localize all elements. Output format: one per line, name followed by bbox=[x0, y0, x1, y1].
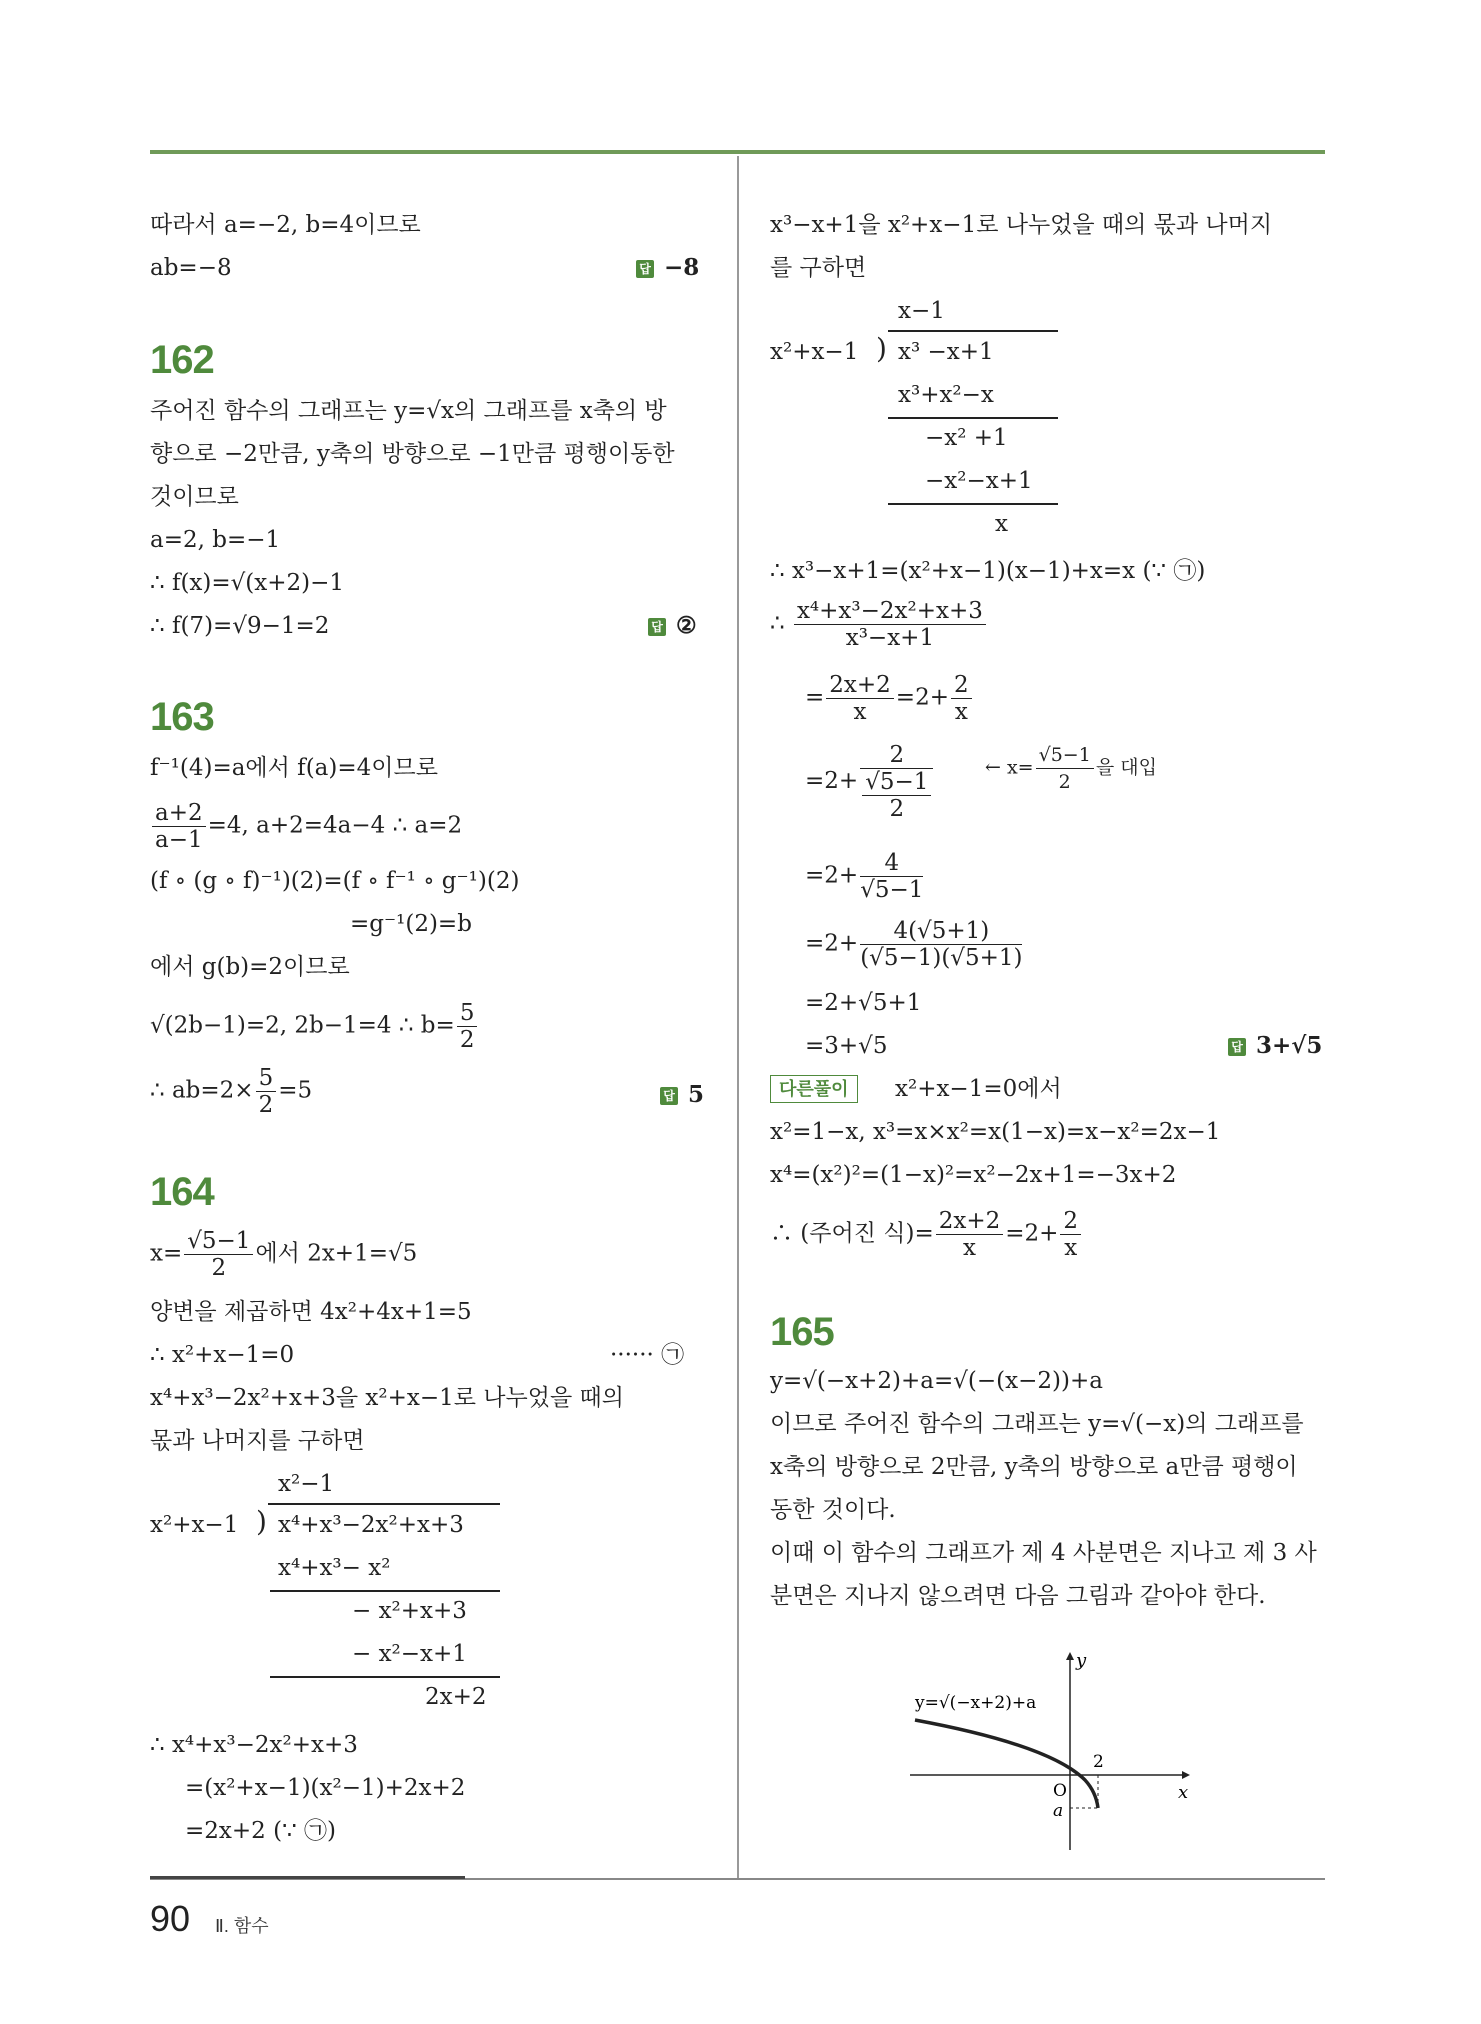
division-remainder: 2x+2 bbox=[425, 1684, 487, 1710]
text-line: 양변을 제곱하면 4x²+4x+1=5 bbox=[150, 1299, 472, 1325]
division-remainder: x bbox=[995, 511, 1008, 537]
division-divisor: x²+x−1 bbox=[150, 1512, 239, 1538]
answer-161: 답 −8 bbox=[636, 253, 699, 283]
fraction-line: =2+ $\frac{2}{\frac{√5-1}{2}}$ bbox=[805, 742, 935, 822]
x-axis-arrow-icon bbox=[1182, 1771, 1190, 1779]
text-line: x²+x−1=0에서 bbox=[895, 1076, 1062, 1102]
text-line: ······ ㉠ bbox=[610, 1342, 685, 1368]
fraction-line: = $\frac{2x+2}{x}$ =2+ $\frac{2}{x}$ bbox=[805, 672, 974, 725]
division-step: −x²−x+1 bbox=[925, 468, 1033, 494]
division-bracket: ) bbox=[876, 332, 887, 365]
answer-badge-icon: 답 bbox=[648, 618, 666, 636]
text-line: 따라서 a=−2, b=4이므로 bbox=[150, 212, 421, 238]
curve-label: y=√(−x+2)+a bbox=[915, 1693, 1037, 1713]
text-line: 이때 이 함수의 그래프가 제 4 사분면은 지나고 제 3 사 bbox=[770, 1540, 1317, 1566]
division-step: − x²+x+3 bbox=[352, 1598, 467, 1624]
origin-label: O bbox=[1053, 1781, 1067, 1801]
text-line: ∴ f(x)=√(x+2)−1 bbox=[150, 570, 345, 596]
division-dividend: x³ −x+1 bbox=[898, 339, 994, 365]
text-line: 에서 g(b)=2이므로 bbox=[150, 954, 350, 980]
fraction: $\frac{5}{2}$ bbox=[256, 1065, 277, 1118]
division-rule bbox=[888, 503, 1058, 505]
text-line: y=√(−x+2)+a=√(−(x−2))+a bbox=[770, 1368, 1103, 1394]
answer-badge-icon: 답 bbox=[1228, 1038, 1246, 1056]
fraction: $\frac{√5-1}{2}$ bbox=[1036, 742, 1094, 795]
text-line: x축의 방향으로 2만큼, y축의 방향으로 a만큼 평행이 bbox=[770, 1454, 1298, 1480]
column-divider bbox=[737, 156, 739, 1878]
substitution-note: ← x= $\frac{√5-1}{2}$ 을 대입 bbox=[985, 744, 1157, 793]
y-label: y bbox=[1076, 1650, 1087, 1671]
fraction-line: √(2b−1)=2, 2b−1=4 ∴ b= $\frac{5}{2}$ bbox=[150, 1000, 479, 1053]
fraction: $\frac{5}{2}$ bbox=[457, 1000, 478, 1053]
fraction: $\frac{2x+2}{x}$ bbox=[936, 1208, 1004, 1261]
alt-solution-tag: 다른풀이 bbox=[770, 1075, 858, 1103]
text-line: 주어진 함수의 그래프는 y=√x의 그래프를 x축의 방 bbox=[150, 398, 667, 424]
answer-badge-icon: 답 bbox=[636, 260, 654, 278]
fraction-line: $\frac{a+2}{a-1}$ =4, a+2=4a−4 ∴ a=2 bbox=[150, 800, 462, 853]
division-quotient: x²−1 bbox=[278, 1471, 335, 1497]
text-line: 이므로 주어진 함수의 그래프는 y=√(−x)의 그래프를 bbox=[770, 1411, 1304, 1437]
text-line: 몫과 나머지를 구하면 bbox=[150, 1428, 365, 1454]
text-line: 향으로 −2만큼, y축의 방향으로 −1만큼 평행이동한 bbox=[150, 441, 675, 467]
answer-164: 답 3+√5 bbox=[1228, 1031, 1322, 1061]
a-value-label: a bbox=[1053, 1801, 1064, 1821]
division-rule bbox=[270, 1590, 500, 1592]
y-axis-arrow-icon bbox=[1066, 1652, 1074, 1660]
division-step: −x² +1 bbox=[925, 425, 1008, 451]
compound-fraction: $\frac{2}{\frac{√5-1}{2}}$ bbox=[860, 742, 933, 822]
text-line: 것이므로 bbox=[150, 484, 239, 510]
division-rule bbox=[888, 417, 1058, 419]
fraction: $\frac{2}{x}$ bbox=[1060, 1208, 1081, 1261]
text-line: ∴ x³−x+1=(x²+x−1)(x−1)+x=x (∵ ㉠) bbox=[770, 558, 1206, 584]
text-line: =2+√5+1 bbox=[805, 990, 922, 1016]
text-line: 를 구하면 bbox=[770, 255, 867, 281]
x-label: x bbox=[1178, 1782, 1189, 1803]
text-line: =(x²+x−1)(x²−1)+2x+2 bbox=[185, 1775, 466, 1801]
problem-number-163: 163 bbox=[150, 695, 214, 739]
fraction-line: ∴ $\frac{\text{x⁴+x³−2x²+x+3}}{\text{x³−x+1}}$ bbox=[770, 598, 988, 651]
fraction: $\frac{a+2}{a-1}$ bbox=[152, 800, 206, 853]
division-divisor: x²+x−1 bbox=[770, 339, 859, 365]
division-step: − x²−x+1 bbox=[352, 1641, 467, 1667]
function-graph bbox=[910, 1650, 1190, 1850]
problem-number-164: 164 bbox=[150, 1170, 214, 1214]
text-line: x²=1−x, x³=x×x²=x(1−x)=x−x²=2x−1 bbox=[770, 1119, 1221, 1145]
text-line: x⁴+x³−2x²+x+3을 x²+x−1로 나누었을 때의 bbox=[150, 1385, 624, 1411]
division-step: x⁴+x³− x² bbox=[278, 1555, 391, 1581]
text-line: 동한 것이다. bbox=[770, 1497, 896, 1523]
division-bar bbox=[268, 1503, 500, 1505]
page-number: 90 bbox=[150, 1898, 191, 1939]
answer-163: 답 5 bbox=[660, 1080, 704, 1110]
fraction: $\frac{2}{x}$ bbox=[951, 672, 972, 725]
problem-number-162: 162 bbox=[150, 338, 214, 382]
answer-162: 답 ② bbox=[648, 611, 697, 641]
fraction-line: ∴ (주어진 식)= $\frac{2x+2}{x}$ =2+ $\frac{2}{x}$ bbox=[770, 1208, 1083, 1261]
division-quotient: x−1 bbox=[898, 298, 945, 324]
fraction-line: ∴ ab=2× $\frac{5}{2}$ =5 bbox=[150, 1065, 313, 1118]
text-line: ∴ x²+x−1=0 bbox=[150, 1342, 295, 1368]
text-line: =g⁻¹(2)=b bbox=[350, 911, 472, 937]
text-line: 분면은 지나지 않으려면 다음 그림과 같아야 한다. bbox=[770, 1583, 1266, 1609]
text-line: ∴ f(7)=√9−1=2 bbox=[150, 613, 330, 639]
problem-number-165: 165 bbox=[770, 1310, 834, 1354]
text-line: (f ∘ (g ∘ f)⁻¹)(2)=(f ∘ f⁻¹ ∘ g⁻¹)(2) bbox=[150, 868, 520, 894]
fraction: $\frac{4(√5+1)}{(√5-1)(√5+1)}$ bbox=[860, 918, 1023, 971]
fraction-line: x= $\frac{√5-1}{2}$ 에서 2x+1=√5 bbox=[150, 1228, 418, 1281]
division-dividend: x⁴+x³−2x²+x+3 bbox=[278, 1512, 464, 1538]
text-line: ∴ x⁴+x³−2x²+x+3 bbox=[150, 1732, 358, 1758]
text-line: a=2, b=−1 bbox=[150, 527, 281, 553]
answer-badge-icon: 답 bbox=[660, 1087, 678, 1105]
text-line: f⁻¹(4)=a에서 f(a)=4이므로 bbox=[150, 755, 438, 781]
text-line: ab=−8 bbox=[150, 255, 232, 281]
text-line: =2x+2 (∵ ㉠) bbox=[185, 1818, 336, 1844]
division-bar bbox=[888, 330, 1058, 332]
chapter-label: Ⅱ. 함수 bbox=[215, 1916, 269, 1936]
fraction: $\frac{√5-1}{2}$ bbox=[184, 1228, 253, 1281]
text-line: x⁴=(x²)²=(1−x)²=x²−2x+1=−3x+2 bbox=[770, 1162, 1177, 1188]
top-rule bbox=[150, 150, 1325, 154]
text-line: x³−x+1을 x²+x−1로 나누었을 때의 몫과 나머지 bbox=[770, 212, 1273, 238]
fraction: $\frac{4}{√5-1}$ bbox=[860, 850, 924, 903]
text-line: =3+√5 bbox=[805, 1033, 888, 1059]
fraction: $\frac{2x+2}{x}$ bbox=[826, 672, 894, 725]
division-step: x³+x²−x bbox=[898, 382, 994, 408]
division-rule bbox=[270, 1676, 500, 1678]
fraction: $\frac{√5-1}{2}$ bbox=[862, 769, 931, 822]
fraction-line: =2+ $\frac{4}{√5-1}$ bbox=[805, 850, 924, 903]
x-value-label: 2 bbox=[1093, 1752, 1104, 1772]
bottom-rule-accent bbox=[150, 1876, 465, 1879]
fraction-line: =2+ $\frac{4(√5+1)}{(√5-1)(√5+1)}$ bbox=[805, 918, 1023, 971]
fraction: $\frac{\text{x⁴+x³−2x²+x+3}}{\text{x³−x+1}}$ bbox=[794, 598, 986, 651]
division-bracket: ) bbox=[256, 1505, 267, 1538]
